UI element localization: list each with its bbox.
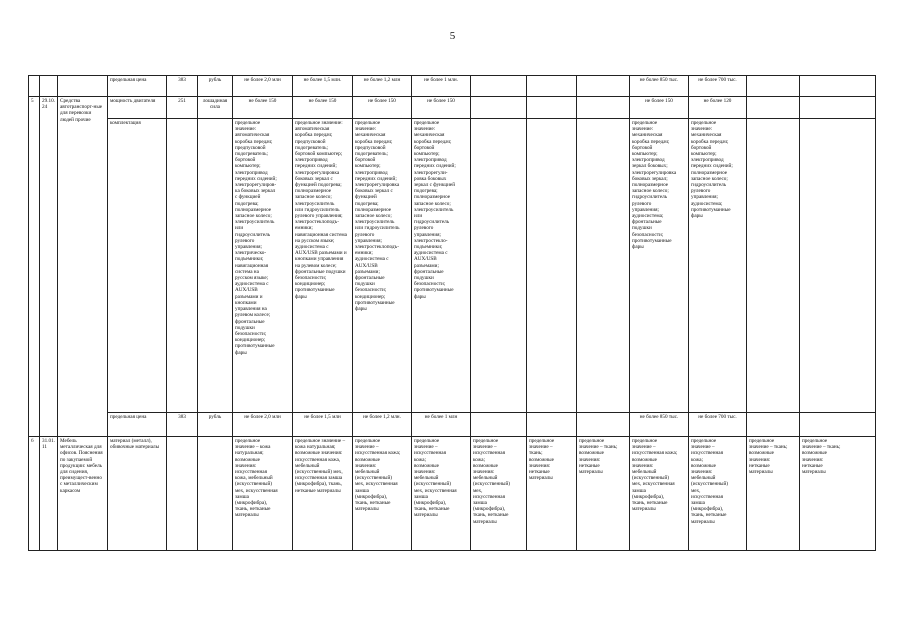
page-number: 5 <box>449 30 456 42</box>
unit-code <box>167 437 198 551</box>
value-cell: предельное значение: механическая коробка передач; бортовой компьютер; электропривод передних сидений; электрорегули- ровка боковых зеркал с функцией подогрева; полноразмерное запасное колесо; электроусилитель или гидроусилитель рулевого управления; электростекло- подъемники; аудиосистема с AUX/USB разъемами; фронтальные подушки безопасности; противотуманные фары <box>412 119 471 413</box>
unit-code: 383 <box>167 76 198 97</box>
value-cell: не более 700 тыс. <box>689 76 747 97</box>
characteristic-name: комплектация <box>108 119 167 413</box>
value-cell <box>577 76 630 97</box>
value-cell: предельное значение – ткань; возможные значения: нетканые материалы <box>800 437 876 551</box>
unit-name: лошадиная сила <box>198 97 233 119</box>
value-cell: предельное значение – искусственная кожа; возможные значения: мебельный (искусственный) мех, искусственная замша (микрофибра), ткань, нетканые материалы <box>471 437 527 551</box>
requirements-table <box>28 75 876 551</box>
value-cell <box>800 76 876 97</box>
table-row <box>29 413 876 437</box>
value-cell <box>527 97 577 119</box>
value-cell <box>747 413 800 437</box>
row-num-cell <box>29 76 40 97</box>
characteristic-name: мощность двигателя <box>108 97 167 119</box>
value-cell <box>747 119 800 413</box>
value-cell: не более 1,5 млн. <box>293 76 353 97</box>
unit-code: 383 <box>167 413 198 437</box>
value-cell <box>577 97 630 119</box>
value-cell: не более 150 <box>630 97 689 119</box>
okpd-code: 31.01.11 <box>40 437 58 551</box>
value-cell <box>800 97 876 119</box>
unit-name: рубль <box>198 413 233 437</box>
value-cell: предельное значение: механическая коробка передач; бортовой компьютер; электропривод зеркал боковых; электрорегулировка боковых зеркал; полноразмерное запасное колесо; гидроусилитель рулевого управления; аудиосистема; фронтальные подушки безопасности; противотуманные фары <box>630 119 689 413</box>
unit-name <box>198 437 233 551</box>
value-cell: предельное значение – ткань; возможные значения: нетканые материалы <box>577 437 630 551</box>
unit-name <box>198 119 233 413</box>
unit-code: 251 <box>167 97 198 119</box>
value-cell: не более 1 млн <box>412 413 471 437</box>
value-cell <box>800 413 876 437</box>
value-cell: не более 1,2 млн <box>353 76 412 97</box>
value-cell <box>747 76 800 97</box>
unit-name: рубль <box>198 76 233 97</box>
characteristic-name: предельная цена <box>108 413 167 437</box>
value-cell: предельное значение – искусственная кожа; возможные значения: мебельный (искусственный) мех, искусственная замша (микрофибра), ткань, нетканые материалы <box>353 437 412 551</box>
product-name: Мебель металлическая для офисов. Пояснения по закупаемой продукции: мебель для сидения, преимущест-венно с металлическим каркасом <box>58 437 108 551</box>
value-cell: не более 150 <box>412 97 471 119</box>
value-cell <box>800 119 876 413</box>
value-cell <box>527 119 577 413</box>
value-cell: не более 2,0 млн <box>233 413 293 437</box>
product-name-cell <box>58 76 108 97</box>
characteristic-name: предельная цена <box>108 76 167 97</box>
value-cell: не более 1,5 млн <box>293 413 353 437</box>
value-cell: не более 850 тыс. <box>630 76 689 97</box>
value-cell: не более 700 тыс. <box>689 413 747 437</box>
value-cell: не более 1 млн. <box>412 76 471 97</box>
value-cell: не более 2,0 млн <box>233 76 293 97</box>
okpd-cell <box>40 76 58 97</box>
value-cell: не более 1,2 млн. <box>353 413 412 437</box>
value-cell <box>471 76 527 97</box>
value-cell: не более 850 тыс. <box>630 413 689 437</box>
value-cell: предельное значение: механическая коробка передач; предпусковой подогреватель; бортовой компьютер; электропривод передних сидений; электрорегулировка боковых зеркал с функцией подогрева; полноразмерное запасное колесо; электроусилитель или гидроусилитель рулевого управления; электростеклоподъ- емники; аудиосистема с AUX/USB разъемами; фронтальные подушки безопасности; кондиционер; противотуманные фары <box>353 119 412 413</box>
value-cell: предельное значение: автоматическая коробка передач; предпусковой подогреватель; бортовой компьютер; электропривод передних сидений; электрорегулировка боковых зеркал с функцией подогрева; полноразмерное запасное колесо; электроусилитель или гидроусилитель рулевого управления; электростеклоподъ- емники; навигационная система на русском языке; аудиосистема с AUX/USB разъемами и кнопками управления на рулевом колесе; фронтальные подушки безопасности; кондиционер; противотуманные фары <box>293 119 353 413</box>
value-cell: предельное значение – искусственная кожа; возможные значения: мебельный (искусственный) мех, искусственная замша (микрофибра), ткань, нетканые материалы <box>412 437 471 551</box>
product-name: Средства автотранспорт-ные для перевозки людей прочие <box>58 97 108 437</box>
value-cell <box>471 119 527 413</box>
value-cell: не более 120 <box>689 97 747 119</box>
value-cell <box>577 413 630 437</box>
row-num: 5 <box>29 97 40 437</box>
table-row <box>29 437 876 551</box>
value-cell: предельное значение – ткань; возможные значения: нетканые материалы <box>747 437 800 551</box>
value-cell: не более 150 <box>353 97 412 119</box>
value-cell: предельное значение – кожа натуральная; возможные значения: искусственная кожа, мебельный (искусственный) мех, искусственная замша (микрофибра), ткань, нетканые материалы <box>233 437 293 551</box>
row-num: 6 <box>29 437 40 551</box>
value-cell <box>527 413 577 437</box>
value-cell: предельное значение: автоматическая коробка передач; предпусковой подогреватель; бортовой компьютер; электропривод передних сидений; электрорегулиров- ка боковых зеркал с функцией подогрева; полноразмерное запасное колесо; электроусилитель или гидроусилитель рулевого управления; электрическо- подъемники; навигационная система на русском языке; аудиосистема с AUX/USB разъемами и кнопками управления на рулевом колесе; фронтальные подушки безопасности; кондиционер; противотуманные фары <box>233 119 293 413</box>
value-cell: предельное значение – ткань; возможные значения: нетканые материалы <box>527 437 577 551</box>
value-cell <box>527 76 577 97</box>
table-row <box>29 119 876 413</box>
value-cell <box>471 97 527 119</box>
value-cell <box>471 413 527 437</box>
value-cell <box>577 119 630 413</box>
characteristic-name: материал (металл), обивочные материалы <box>108 437 167 551</box>
table-row <box>29 97 876 119</box>
okpd-code: 29.10.24 <box>40 97 58 437</box>
value-cell: не более 150 <box>233 97 293 119</box>
value-cell: предельное значение: механическая коробка передач; бортовой компьютер; электропривод передних сидений; полноразмерное запасное колесо; гидроусилитель рулевого управления; аудиосистема; противотуманные фары <box>689 119 747 413</box>
table-row <box>29 76 876 97</box>
value-cell: предельное значение – кожа натуральная; возможные значения: искусственная кожа, мебельный (искусственный) мех, искусственная замша (микрофибра), ткань, нетканые материалы <box>293 437 353 551</box>
value-cell <box>747 97 800 119</box>
value-cell: предельное значение – искусственная кожа; возможные значения: мебельный (искусственный) мех, искусственная замша (микрофибра), ткань, нетканые материалы <box>630 437 689 551</box>
value-cell: не более 150 <box>293 97 353 119</box>
value-cell: предельное значение – искусственная кожа; возможные значения: мебельный (искусственный) мех, искусственная замша (микрофибра), ткань, нетканые материалы <box>689 437 747 551</box>
unit-code <box>167 119 198 413</box>
